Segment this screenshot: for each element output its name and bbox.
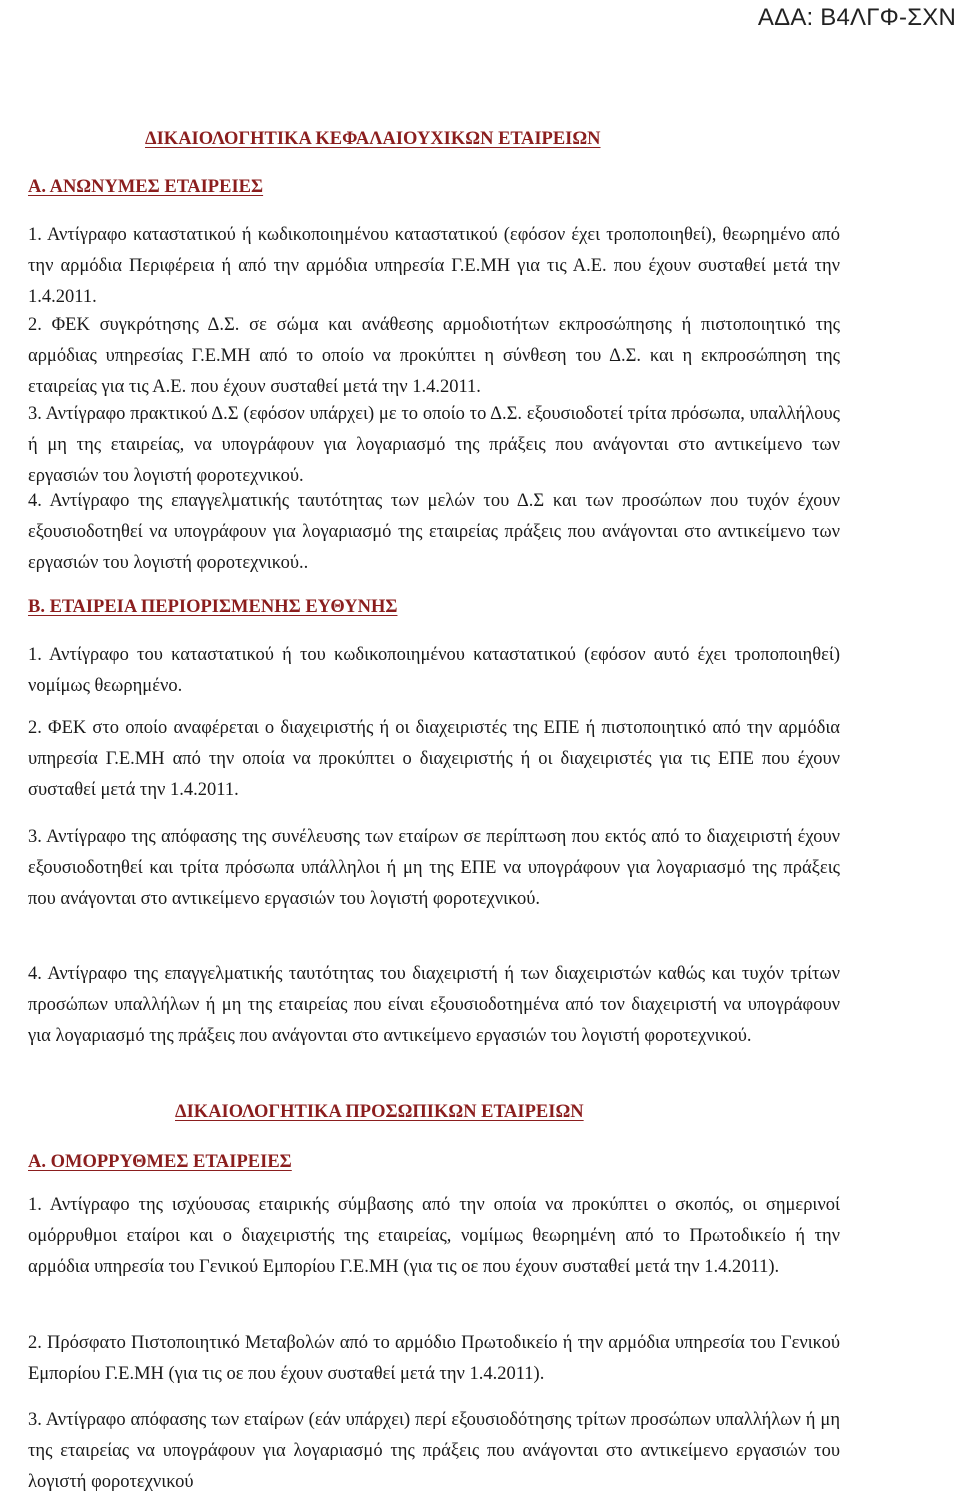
capital-companies-title: ΔΙΚΑΙΟΛΟΓΗΤΙΚΑ ΚΕΦΑΛΑΙΟΥΧΙΚΩΝ ΕΤΑΙΡΕΙΩΝ	[145, 129, 601, 149]
oe-heading: Α. ΟΜΟΡΡΥΘΜΕΣ ΕΤΑΙΡΕΙΕΣ	[28, 1152, 292, 1172]
oe-item-1: 1. Αντίγραφο της ισχύουσας εταιρικής σύμβασης από την οποία να προκύπτει ο σκοπός, οι σημερινοί ομόρρυθμοι εταίροι και ο διαχειριστής της εταιρείας, νομίμως θεωρημένη από το Πρωτοδικείο ή την αρμόδια υπηρεσία του Γενικού Εμπορίου Γ.Ε.ΜΗ (για τις οε που έχουν συσταθεί μετά την 1.4.2011).	[28, 1195, 840, 1277]
epe-item-3: 3. Αντίγραφο της απόφασης της συνέλευσης των εταίρων σε περίπτωση που εκτός από το διαχειριστή έχουν εξουσιοδοτηθεί και τρίτα πρόσωπα υπάλληλοι ή μη της ΕΠΕ να υπογράφουν για λογαριασμό της πράξεις που ανάγονται στο αντικείμενο εργασιών του λογιστή φοροτεχνικού.	[28, 827, 840, 909]
sa-item-4: 4. Αντίγραφο της επαγγελματικής ταυτότητας των μελών του Δ.Σ και των προσώπων που τυχόν έχουν εξουσιοδοτηθεί να υπογράφουν για λογαριασμό της εταιρείας πράξεις που ανάγονται στο αντικείμενο των εργασιών του λογιστή φοροτεχνικού..	[28, 491, 840, 573]
sa-item-1: 1. Αντίγραφο καταστατικού ή κωδικοποιημένου καταστατικού (εφόσον έχει τροποποιηθεί), θεωρημένο από την αρμόδια Περιφέρεια ή από την αρμόδια υπηρεσία Γ.Ε.ΜΗ για τις Α.Ε. που έχουν συσταθεί μετά την 1.4.2011.	[28, 225, 840, 307]
sa-heading: Α. ΑΝΩΝΥΜΕΣ ΕΤΑΙΡΕΙΕΣ	[28, 177, 264, 197]
sa-item-2: 2. ΦΕΚ συγκρότησης Δ.Σ. σε σώμα και ανάθεσης αρμοδιοτήτων εκπροσώπησης ή πιστοποιητικό της αρμόδιας υπηρεσίας Γ.Ε.ΜΗ από το οποίο να προκύπτει η σύνθεση του Δ.Σ. και η εκπροσώπηση της εταιρείας για τις Α.Ε. που έχουν συσταθεί μετά την 1.4.2011.	[28, 315, 840, 397]
oe-item-2: 2. Πρόσφατο Πιστοποιητικό Μεταβολών από το αρμόδιο Πρωτοδικείο ή την αρμόδια υπηρεσία του Γενικού Εμπορίου Γ.Ε.ΜΗ (για τις οε που έχουν συσταθεί μετά την 1.4.2011).	[28, 1333, 840, 1384]
oe-item-3: 3. Αντίγραφο απόφασης των εταίρων (εάν υπάρχει) περί εξουσιοδότησης τρίτων προσώπων υπαλλήλων ή μη της εταιρείας να υπογράφουν για λογαριασμό της πράξεις που ανάγονται στο αντικείμενο εργασιών του λογιστή φοροτεχνικού	[28, 1410, 840, 1492]
ada-code: ΑΔΑ: Β4ΛΓΦ-ΣΧΝ	[757, 4, 956, 31]
epe-item-4: 4. Αντίγραφο της επαγγελματικής ταυτότητας του διαχειριστή ή των διαχειριστών καθώς και τυχόν τρίτων προσώπων υπαλλήλων ή μη της εταιρείας που είναι εξουσιοδοτημένα από τον διαχειριστή να υπογράφουν για λογαριασμό της πράξεις που ανάγονται στο αντικείμενο εργασιών του λογιστή φοροτεχνικού.	[28, 964, 840, 1046]
epe-item-2: 2. ΦΕΚ στο οποίο αναφέρεται ο διαχειριστής ή οι διαχειριστές της ΕΠΕ ή πιστοποιητικό από την αρμόδια υπηρεσία Γ.Ε.ΜΗ από την οποία να προκύπτει ο διαχειριστής ή οι διαχειριστές για τις ΕΠΕ που έχουν συσταθεί μετά την 1.4.2011.	[28, 718, 840, 800]
personal-companies-title: ΔΙΚΑΙΟΛΟΓΗΤΙΚΑ ΠΡΟΣΩΠΙΚΩΝ ΕΤΑΙΡΕΙΩΝ	[175, 1102, 584, 1122]
epe-item-1: 1. Αντίγραφο του καταστατικού ή του κωδικοποιημένου καταστατικού (εφόσον αυτό έχει τροποποιηθεί) νομίμως θεωρημένο.	[28, 645, 840, 696]
epe-heading: Β. ΕΤΑΙΡΕΙΑ ΠΕΡΙΟΡΙΣΜΕΝΗΣ ΕΥΘΥΝΗΣ	[28, 597, 398, 617]
sa-item-3: 3. Αντίγραφο πρακτικού Δ.Σ (εφόσον υπάρχει) με το οποίο το Δ.Σ. εξουσιοδοτεί τρίτα πρόσωπα, υπαλλήλους ή μη της εταιρείας, να υπογράφουν για λογαριασμό της πράξεις που ανάγονται στο αντικείμενο των εργασιών του λογιστή φοροτεχνικού.	[28, 404, 840, 486]
